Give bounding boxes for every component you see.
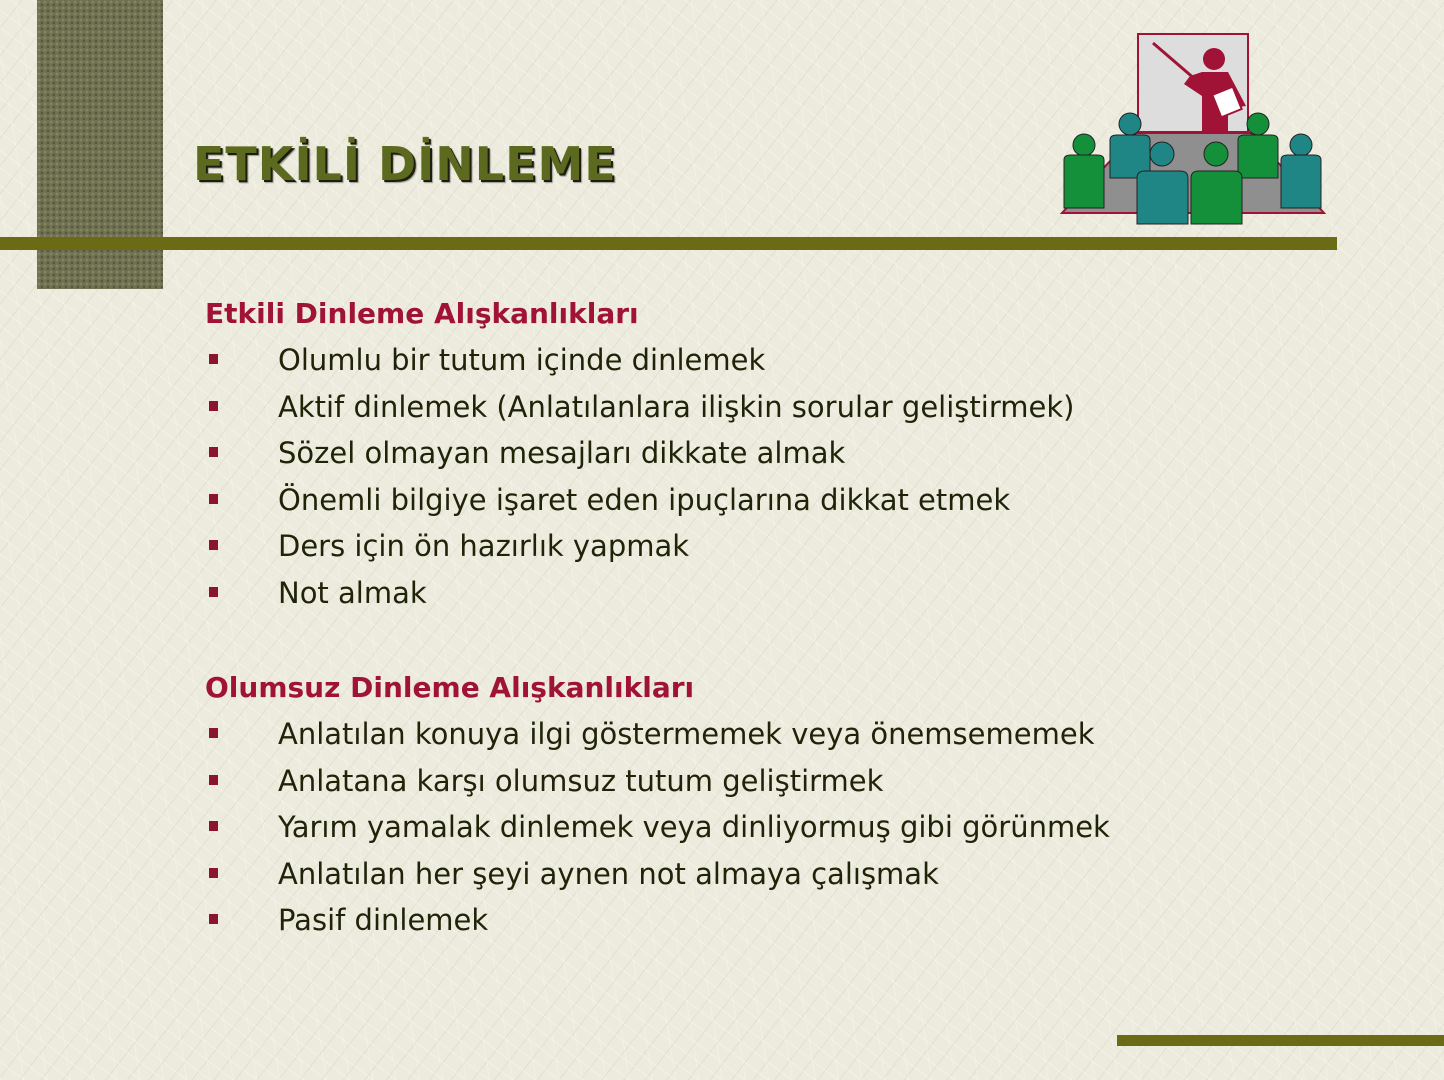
- list-item: [205, 854, 1305, 901]
- bullet-square-icon: [209, 401, 218, 411]
- footer-divider: [1117, 1035, 1444, 1046]
- list-item: [205, 340, 1305, 387]
- bullet-square-icon: [209, 728, 218, 738]
- bullet-square-icon: [209, 914, 218, 924]
- list-item: [205, 387, 1305, 434]
- list-item-text: Sözel olmayan mesajları dikkate almak: [278, 436, 846, 470]
- list-item: [205, 900, 1305, 947]
- list-item-text: Yarım yamalak dinlemek veya dinliyormuş gibi görünmek: [278, 810, 1110, 844]
- bullet-square-icon: [209, 821, 218, 831]
- negative-habits-section: [205, 668, 1305, 947]
- list-item-text: Olumlu bir tutum içinde dinlemek: [278, 343, 766, 377]
- list-item-text: Anlatana karşı olumsuz tutum geliştirmek: [278, 763, 884, 798]
- bullet-square-icon: [209, 868, 218, 878]
- bullet-square-icon: [209, 540, 218, 550]
- bullet-square-icon: [209, 775, 218, 785]
- bullet-square-icon: [209, 587, 218, 597]
- list-item: [205, 714, 1305, 761]
- list-item-text: Anlatılan her şeyi aynen not almaya çalışmak: [278, 856, 939, 891]
- bullet-list: [205, 714, 1305, 947]
- list-item-text: Önemli bilgiye işaret eden ipuçlarına dikkat etmek: [278, 482, 1011, 517]
- slide-title: ETKİLİ DİNLEME: [193, 137, 617, 191]
- bullet-square-icon: [209, 354, 218, 364]
- positive-habits-section: [205, 294, 1305, 619]
- presenter-meeting-icon: [1056, 28, 1331, 228]
- list-item-text: Not almak: [278, 575, 427, 610]
- list-item-text: Pasif dinlemek: [278, 903, 489, 937]
- bullet-square-icon: [209, 494, 218, 504]
- list-item: [205, 526, 1305, 573]
- list-item: [205, 573, 1305, 620]
- section-heading: Olumsuz Dinleme Alışkanlıkları: [205, 671, 695, 704]
- list-item-text: Ders için ön hazırlık yapmak: [278, 529, 690, 563]
- list-item: [205, 480, 1305, 527]
- list-item: [205, 807, 1305, 854]
- bullet-square-icon: [209, 447, 218, 457]
- list-item: [205, 761, 1305, 808]
- list-item: [205, 433, 1305, 480]
- list-item-text: Aktif dinlemek (Anlatılanlara ilişkin sorular geliştirmek): [278, 389, 1075, 424]
- list-item-text: Anlatılan konuya ilgi göstermemek veya önemsememek: [278, 717, 1095, 751]
- title-divider: [0, 237, 1337, 250]
- bullet-list: [205, 340, 1305, 619]
- section-heading: Etkili Dinleme Alışkanlıkları: [205, 297, 639, 330]
